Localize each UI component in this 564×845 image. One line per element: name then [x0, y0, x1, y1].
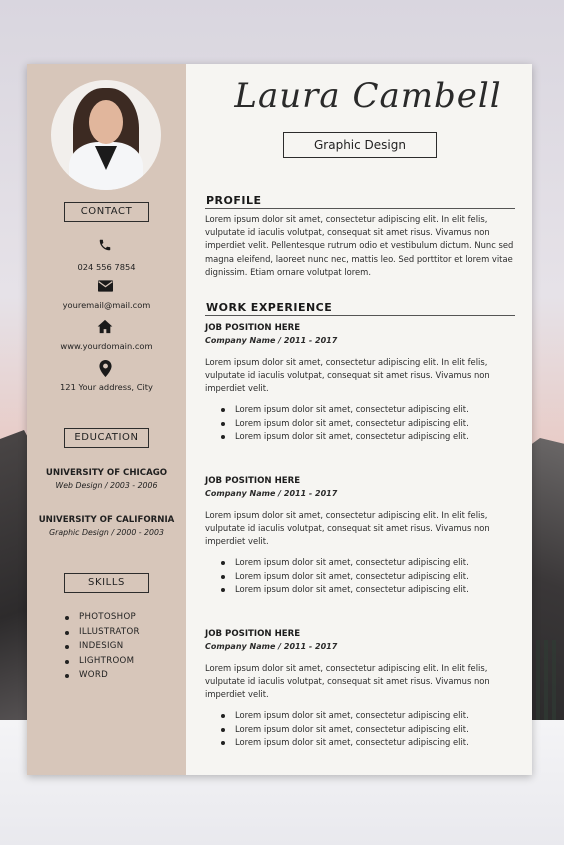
trees	[528, 640, 558, 720]
list-item: Lorem ipsum dolor sit amet, consectetur adipiscing elit.	[219, 570, 509, 584]
list-item: Lorem ipsum dolor sit amet, consectetur adipiscing elit.	[219, 556, 509, 570]
phone-icon	[98, 238, 112, 252]
job-2-text: Lorem ipsum dolor sit amet, consectetur adipiscing elit. In elit felis, vulputate id iaculis volutpat, consequat sit amet risus. Vivamus non imperdiet velit.	[205, 510, 490, 547]
skill-item: ILLUSTRATOR	[63, 625, 140, 640]
skill-item: PHOTOSHOP	[63, 610, 140, 625]
job-1-position: JOB POSITION HERE	[205, 323, 301, 333]
job-3-text: Lorem ipsum dolor sit amet, consectetur adipiscing elit. In elit felis, vulputate id iaculis volutpat, consequat sit amet risus. Vivamus non imperdiet velit.	[205, 663, 490, 700]
education-school-2: UNIVERSITY OF CALIFORNIA	[38, 515, 175, 525]
list-item: Lorem ipsum dolor sit amet, consectetur adipiscing elit.	[219, 736, 509, 750]
list-item: Lorem ipsum dolor sit amet, consectetur adipiscing elit.	[219, 430, 509, 444]
job-1-text: Lorem ipsum dolor sit amet, consectetur adipiscing elit. In elit felis, vulputate id iaculis volutpat, consequat sit amet risus. Vivamus non imperdiet velit.	[205, 357, 490, 394]
skills-list	[63, 610, 140, 683]
list-item: Lorem ipsum dolor sit amet, consectetur adipiscing elit.	[219, 403, 509, 417]
resume-page	[27, 64, 532, 775]
candidate-title: Graphic Design	[283, 132, 437, 158]
contact-website: www.yourdomain.com	[60, 341, 153, 351]
list-item: Lorem ipsum dolor sit amet, consectetur adipiscing elit.	[219, 709, 509, 723]
profile-heading: PROFILE	[206, 194, 262, 207]
profile-photo	[51, 80, 161, 190]
profile-rule	[205, 208, 515, 209]
sidebar	[27, 64, 186, 775]
education-detail-2: Graphic Design / 2000 - 2003	[49, 528, 164, 537]
skill-item: INDESIGN	[63, 639, 140, 654]
list-item: Lorem ipsum dolor sit amet, consectetur adipiscing elit.	[219, 417, 509, 431]
education-school-1: UNIVERSITY OF CHICAGO	[45, 468, 168, 478]
job-3-position: JOB POSITION HERE	[205, 629, 301, 639]
job-2-company: Company Name / 2011 - 2017	[205, 489, 338, 498]
education-detail-1: Web Design / 2003 - 2006	[55, 481, 158, 490]
job-3-company: Company Name / 2011 - 2017	[205, 642, 338, 651]
list-item: Lorem ipsum dolor sit amet, consectetur adipiscing elit.	[219, 723, 509, 737]
job-1-bullets	[219, 403, 509, 444]
contact-address: 121 Your address, City	[60, 382, 153, 392]
list-item: Lorem ipsum dolor sit amet, consectetur adipiscing elit.	[219, 583, 509, 597]
education-heading: EDUCATION	[64, 428, 149, 448]
contact-phone: 024 556 7854	[77, 262, 136, 272]
candidate-name: Laura Cambell	[234, 76, 502, 116]
profile-text: Lorem ipsum dolor sit amet, consectetur adipiscing elit. In elit felis, vulputate id iaculis volutpat, consequat sit amet risus. Vivamus non imperdiet velit. Pellentesque rutrum odio et vestibulum dictum. Nunc sed magna eleifend, laoreet nunc nec, mattis leo. Sed porttitor et lorem vitae dignissim. Etiam ornare volutpat lorem.	[205, 214, 514, 277]
contact-heading: CONTACT	[64, 202, 149, 222]
job-2-position: JOB POSITION HERE	[205, 476, 301, 486]
contact-email: youremail@mail.com	[62, 300, 151, 310]
work-heading: WORK EXPERIENCE	[206, 301, 333, 314]
map-pin-icon	[99, 360, 112, 377]
job-1-company: Company Name / 2011 - 2017	[205, 336, 338, 345]
skills-heading: SKILLS	[64, 573, 149, 593]
skill-item: LIGHTROOM	[63, 654, 140, 669]
home-icon	[97, 319, 113, 334]
job-3-bullets	[219, 709, 509, 750]
work-rule	[205, 315, 515, 316]
job-2-bullets	[219, 556, 509, 597]
envelope-icon	[98, 280, 113, 292]
skill-item: WORD	[63, 668, 140, 683]
